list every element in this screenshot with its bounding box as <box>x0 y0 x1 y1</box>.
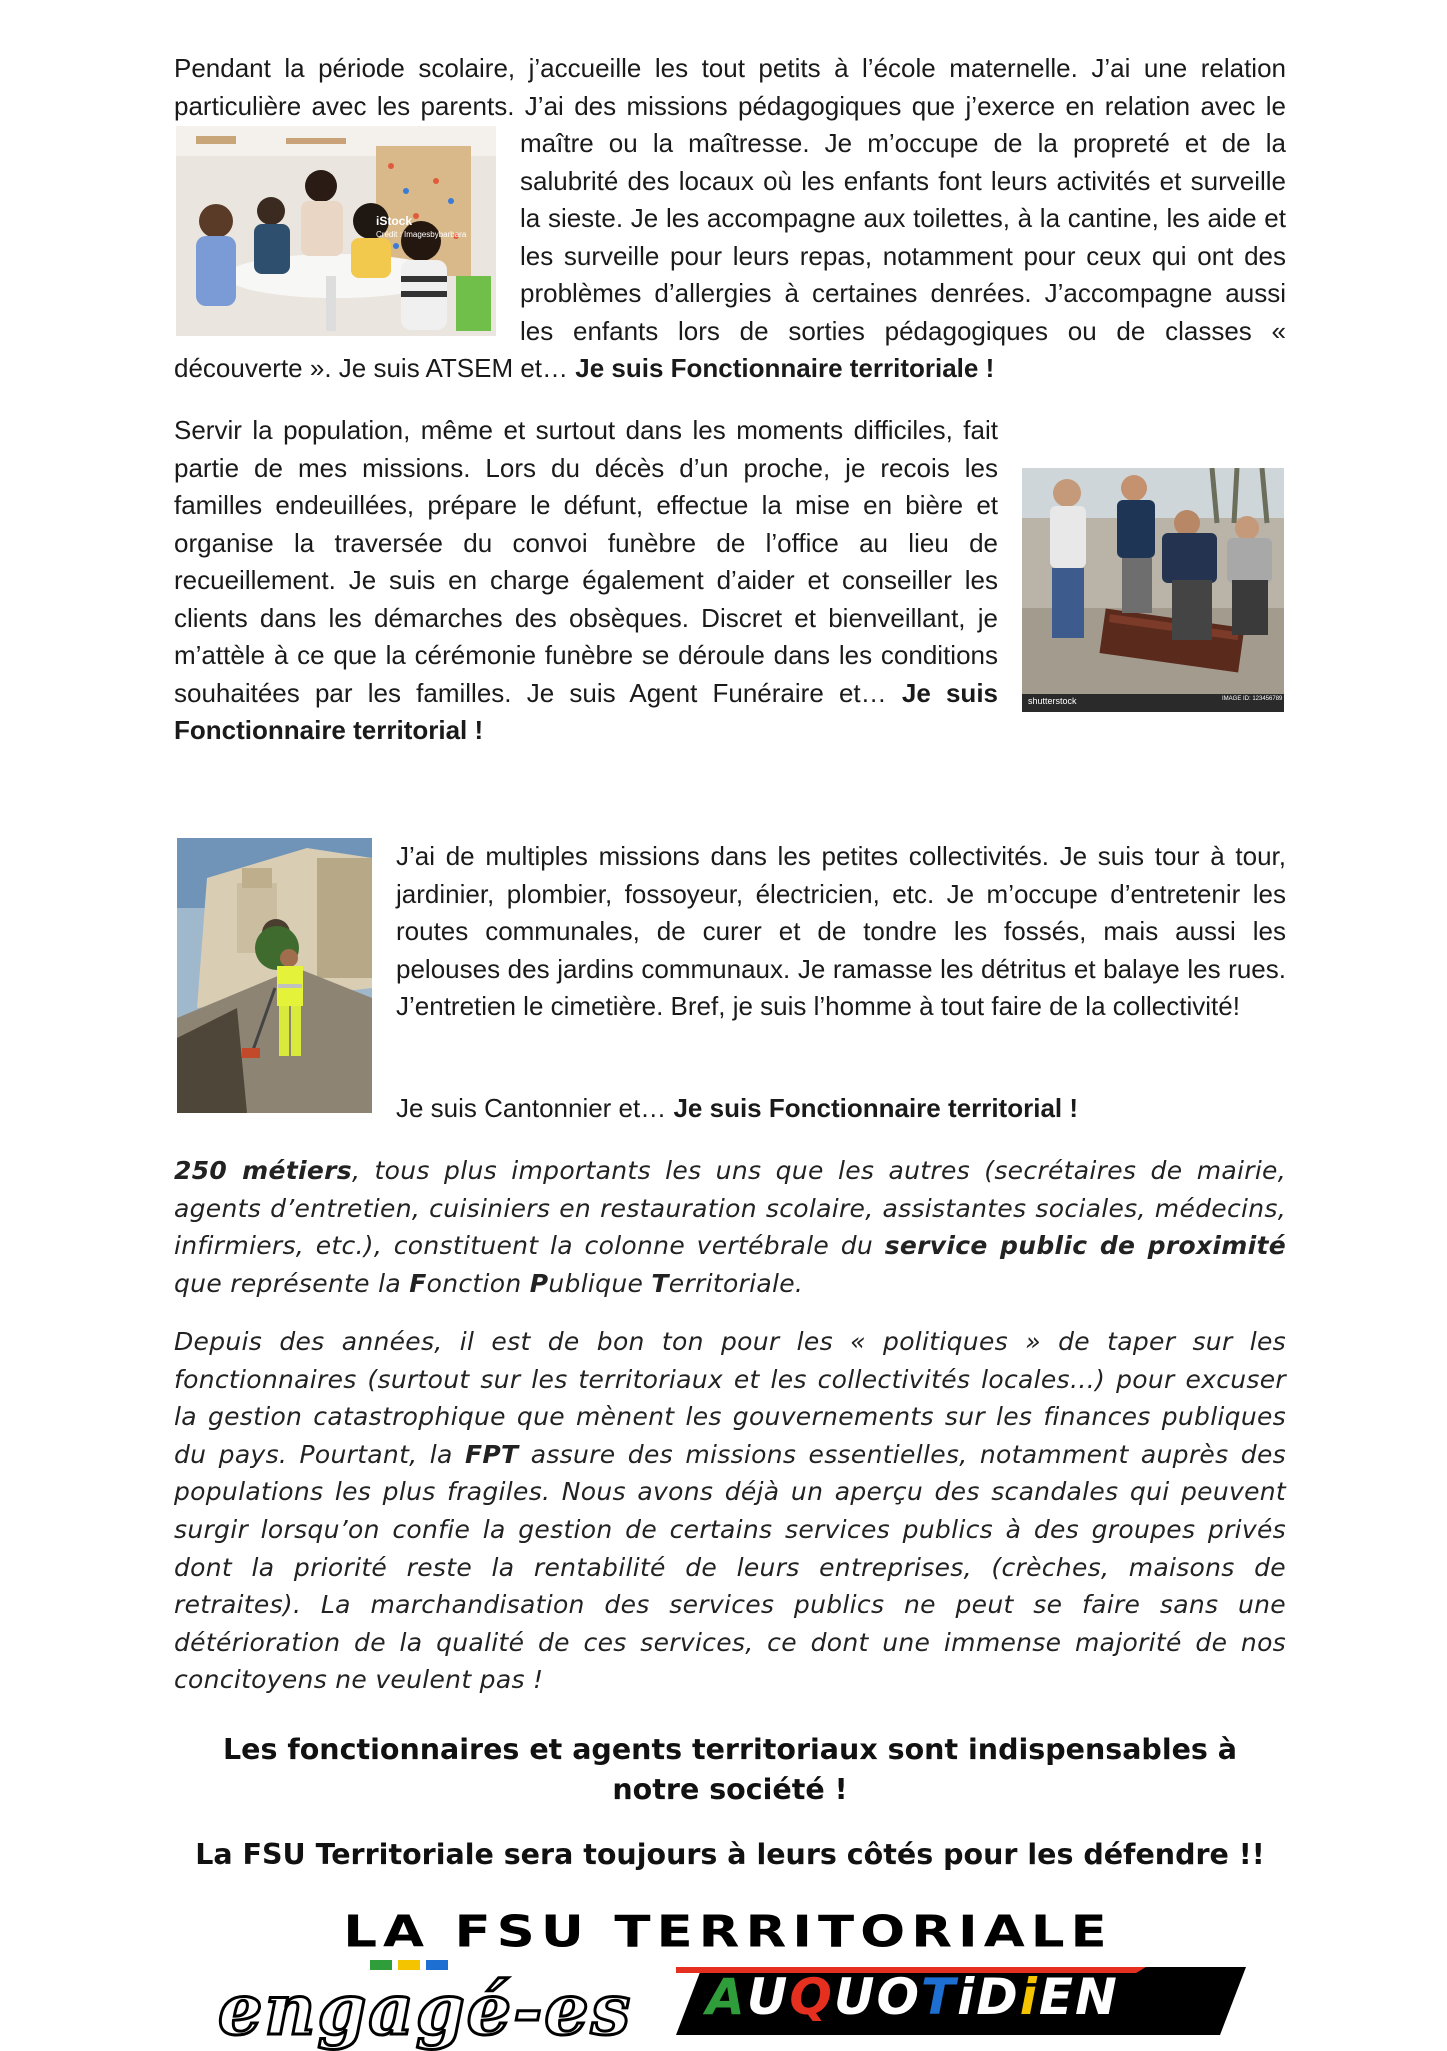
banner-letter: U <box>833 1968 877 2026</box>
metiers-lead: 250 métiers <box>174 1156 352 1185</box>
banner-letter: E <box>1038 1968 1076 2026</box>
logo-script: engagé-es <box>218 1968 633 2051</box>
politiques-text-2: assure des missions essentielles, notamment auprès des populations les plus fragiles. Nous avons déjà un aperçu des scandales qui peuvent surgir lorsqu’on confie la gestion de certains services publics à des groupes privés dont la priorité reste la rentabilité de leurs entreprises, (crèches, maisons de retraites). La marchandisation des services publics ne peut se faire sans une détérioration de la qualité de ces services, ce dont une immense majorité de nos concitoyens ne veulent pas ! <box>174 1439 1286 1695</box>
classroom-credit: Crédit : Imagesbybarbara <box>376 230 467 239</box>
shutterstock-watermark: shutterstock <box>1028 696 1077 706</box>
service-public-bold: service public de proximité <box>884 1231 1287 1261</box>
conclusion-line-1: Les fonctionnaires et agents territoriaux sont indispensables à <box>222 1733 1238 1766</box>
banner-letter: Q <box>789 1968 834 2026</box>
metiers-paragraph <box>174 1152 1286 1302</box>
funeraire-conclusion: Je suis Fonctionnaire territorial ! <box>174 677 999 745</box>
banner-letter: U <box>746 1968 790 2026</box>
fpt-word-3: erritoriale. <box>668 1268 804 1298</box>
banner-letter: i <box>957 1968 977 2026</box>
fpt-letter-t: T <box>651 1268 669 1298</box>
atsem-text: Pendant la période scolaire, j’accueille les tout petits à l’école maternelle. J’ai une relation particulière avec les parents. J’ai des missions pédagogiques que j’exerce en relation avec le maître ou la maîtresse. Je m’occupe de la propreté et de la salubrité des locaux où les enfants font leurs activités et surveille la sieste. Je les accompagne aux toilettes, à la cantine, les aide et les surveille pour leurs repas, notamment pour ceux qui ont des problèmes d’allergies à certaines denrées. J’accompagne aussi les enfants lors de sorties pédagogiques ou de classes « découverte ». Je suis ATSEM et… <box>174 53 1286 383</box>
banner-letter: D <box>976 1968 1020 2026</box>
image-wrap-spacer <box>998 449 1286 714</box>
politiques-text-1: Depuis des années, il est de bon ton pour les « politiques » de taper sur les fonctionnaires (surtout sur les territoriaux et les collectivités locales…) pour excuser la gestion catastrophique que mènent les gouvernements sur les finances publiques du pays. Pourtant, la <box>174 1327 1286 1469</box>
istock-watermark: iStock <box>376 214 413 228</box>
cantonnier-line-text: Je suis Cantonnier et… <box>396 1093 674 1123</box>
atsem-paragraph <box>174 50 1286 388</box>
funeraire-text: Servir la population, même et surtout dans les moments difficiles, fait partie de mes missions. Lors du décès d’un proche, je recois les familles endeuillées, prépare le défunt, effectue la mise en bière et organise la traversée du convoi funèbre de l’office au lieu de recueillement. Je suis en charge également d’aider et conseiller les clients dans les démarches des obsèques. Discret et bienveillant, je m’attèle à ce que la cérémonie funèbre se déroule dans les conditions souhaitées par les familles. Je suis Agent Funéraire et… <box>174 415 998 708</box>
fpt-letter-f: F <box>409 1268 427 1298</box>
banner-letter: T <box>920 1968 958 2026</box>
fpt-word-1: onction <box>426 1268 530 1298</box>
fpt-letter-p: P <box>529 1268 549 1298</box>
cantonnier-photo <box>177 838 372 1113</box>
banner-letter: i <box>1019 1968 1039 2026</box>
cantonnier-illustration <box>177 838 372 1113</box>
metiers-text-2: que représente la <box>174 1268 410 1298</box>
cantonnier-line <box>396 1090 1286 1128</box>
cantonnier-conclusion: Je suis Fonctionnaire territorial ! <box>673 1093 1079 1123</box>
logo-banner-text <box>706 1968 1119 2026</box>
image-wrap-spacer <box>174 125 520 350</box>
politiques-paragraph <box>174 1323 1286 1699</box>
banner-letter: N <box>1075 1968 1119 2026</box>
cantonnier-text: J’ai de multiples missions dans les petites collectivités. Je suis tour à tour, jardinier, plombier, fossoyeur, électricien, etc. Je m’occupe d’entretenir les routes communales, de curer et de tondre les fossés, mais aussi les pelouses des jardins communaux. Je ramasse les détritus et balaye les rues. J’entretien le cimetière. Bref, je suis l’homme à tout faire de la collectivité! <box>396 841 1286 1021</box>
banner-letter: A <box>706 1968 747 2026</box>
cantonnier-paragraph <box>396 838 1286 1026</box>
funeral-image-id: IMAGE ID: 123456789 <box>1222 696 1283 702</box>
metiers-text-1: , tous plus importants les uns que les autres (secrétaires de mairie, agents d’entretien, cuisiniers en restauration scolaire, assistantes sociales, médecins, infirmiers, etc.), constituent la colonne vertébrale du <box>174 1156 1286 1261</box>
conclusion-line-2: notre société ! <box>612 1773 848 1806</box>
atsem-conclusion: Je suis Fonctionnaire territoriale ! <box>575 353 995 383</box>
banner-letter: O <box>876 1968 921 2026</box>
fpt-bold: FPT <box>465 1439 519 1469</box>
funeraire-paragraph <box>174 412 1286 750</box>
fpt-word-2: ublique <box>548 1268 652 1298</box>
logo-title: LA FSU TERRITORIALE <box>343 1907 1113 1958</box>
conclusion-line-3: La FSU Territoriale sera toujours à leurs côtés pour les défendre !! <box>195 1838 1265 1871</box>
